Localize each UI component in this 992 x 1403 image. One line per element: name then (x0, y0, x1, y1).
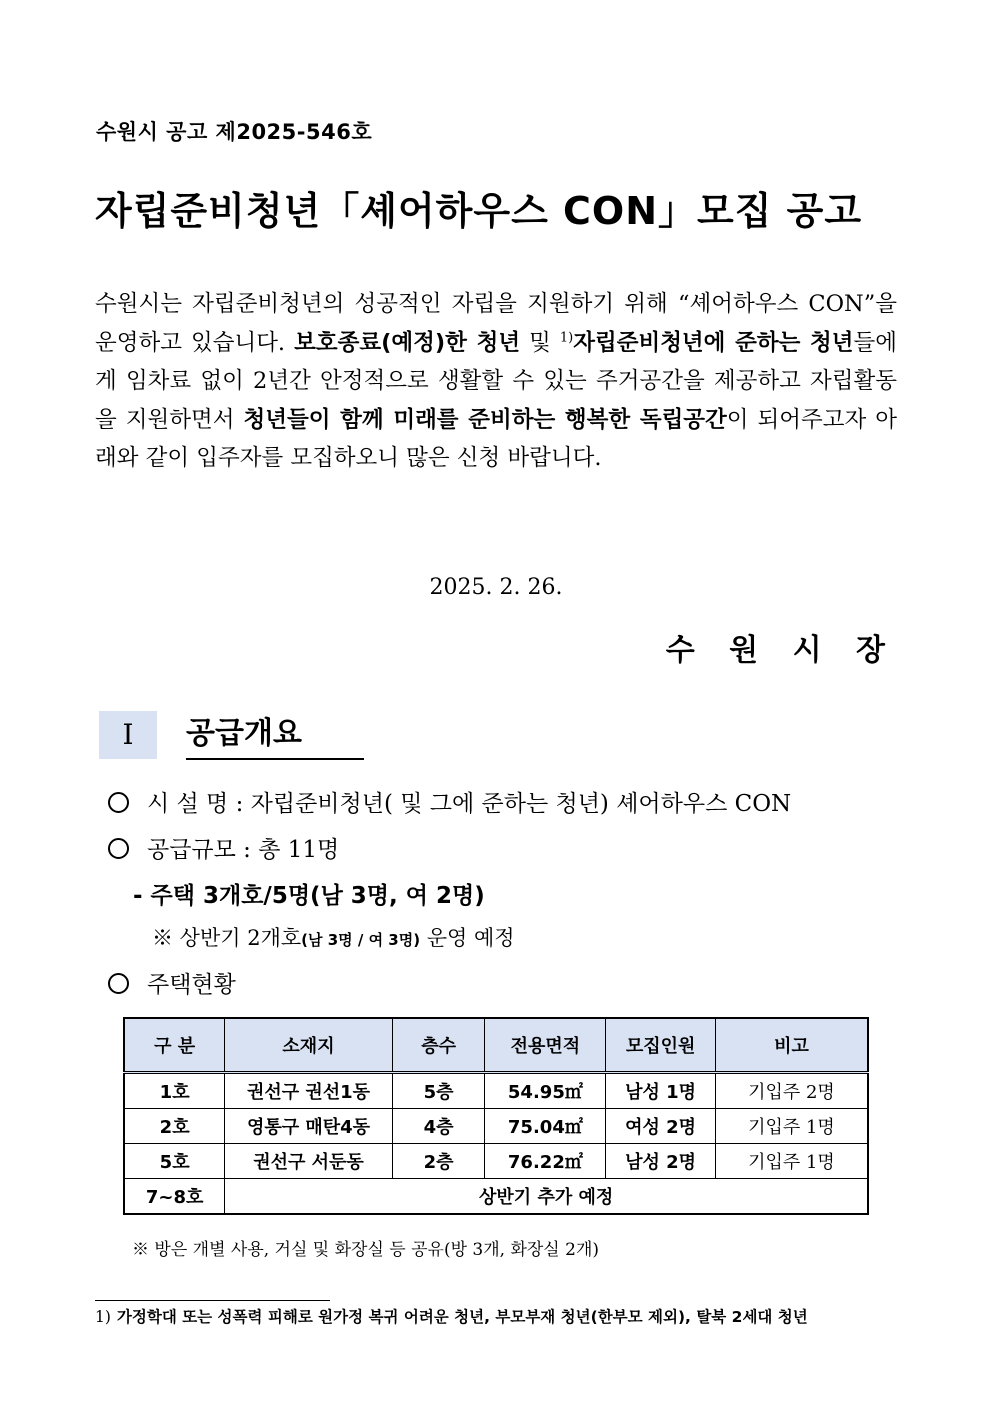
table-cell: 7~8호 (124, 1179, 225, 1215)
scale-detail: - 주택 3개호/5명(남 3명, 여 2명) (133, 883, 485, 909)
facility-text: 시 설 명 : 자립준비청년( 및 그에 준하는 청년) 셰어하우스 CON (147, 791, 792, 817)
footnote-text: 가정학대 또는 성폭력 피해로 원가정 복귀 어려운 청년, 부모부재 청년(한부모 제외), 탈북 2세대 청년 (116, 1308, 808, 1326)
intro-paragraph (95, 285, 897, 478)
scale-text: 공급규모 : 총 11명 (147, 837, 340, 863)
table-cell: 2호 (124, 1109, 225, 1144)
table-cell: 54.95㎡ (485, 1073, 606, 1109)
scale-item (108, 831, 339, 864)
footnote-divider (95, 1300, 330, 1301)
first-half-count: (남 3명 / 여 3명) (301, 931, 421, 949)
table-cell: 남성 2명 (606, 1144, 716, 1179)
table-cell: 여성 2명 (606, 1109, 716, 1144)
housing-status-item (108, 966, 236, 999)
footnote-ref: 1) (559, 330, 574, 345)
table-row (124, 1109, 868, 1144)
housing-table (123, 1017, 869, 1215)
table-cell: 기입주 2명 (715, 1073, 868, 1109)
table-cell: 남성 1명 (606, 1073, 716, 1109)
first-half-suffix: 운영 예정 (420, 926, 515, 950)
intro-text-3: 들에게 임차료 없이 2년간 안정적으로 생활할 수 있는 주거공간을 제공하고 자립활동을 지원하면서 (95, 329, 898, 433)
column-header: 전용면적 (485, 1018, 606, 1073)
intro-bold-3: 청년들이 함께 미래를 준비하는 행복한 독립공간 (243, 406, 727, 433)
column-header: 층수 (392, 1018, 485, 1073)
table-cell: 기입주 1명 (715, 1109, 868, 1144)
circle-bullet-icon (108, 973, 129, 994)
table-cell: 권선구 권선1동 (225, 1073, 392, 1109)
table-row (124, 1144, 868, 1179)
intro-bold-2: 자립준비청년에 준하는 청년 (573, 329, 854, 356)
first-half-note (152, 922, 515, 952)
housing-status-text: 주택현황 (147, 972, 236, 998)
facility-item (108, 785, 791, 818)
table-cell: 1호 (124, 1073, 225, 1109)
intro-bold-1: 보호종료(예정)한 청년 (294, 329, 521, 356)
intro-text-2: 및 (520, 329, 560, 356)
table-cell: 5호 (124, 1144, 225, 1179)
table-cell: 기입주 1명 (715, 1144, 868, 1179)
issuer: 수 원 시 장 (665, 633, 897, 668)
section-number: I (99, 711, 157, 759)
intro-text-4: 이 되어주고자 아래와 같이 입주자를 모집하오니 많은 신청 바랍니다. (95, 406, 897, 471)
notice-date: 2025. 2. 26. (429, 575, 563, 600)
table-cell: 5층 (392, 1073, 485, 1109)
section-title: 공급개요 (186, 710, 364, 760)
table-row (124, 1179, 868, 1215)
table-header-row (124, 1018, 868, 1073)
table-cell: 4층 (392, 1109, 485, 1144)
room-note: ※ 방은 개별 사용, 거실 및 화장실 등 공유(방 3개, 화장실 2개) (132, 1240, 600, 1260)
intro-text-1: 수원시는 자립준비청년의 성공적인 자립을 지원하기 위해 “셰어하우스 CON”을 운영하고 있습니다. (95, 291, 897, 356)
footnote-number: 1) (95, 1308, 111, 1326)
notice-number: 수원시 공고 제2025-546호 (96, 120, 373, 144)
table-cell: 영통구 매탄4동 (225, 1109, 392, 1144)
circle-bullet-icon (108, 792, 129, 813)
page-title: 자립준비청년「셰어하우스 CON」모집 공고 (95, 189, 863, 233)
column-header: 모집인원 (606, 1018, 716, 1073)
column-header: 비고 (715, 1018, 868, 1073)
column-header: 구 분 (124, 1018, 225, 1073)
table-cell: 권선구 서둔동 (225, 1144, 392, 1179)
table-row (124, 1073, 868, 1109)
table-cell: 상반기 추가 예정 (225, 1179, 868, 1215)
table-cell: 2층 (392, 1144, 485, 1179)
first-half-prefix: ※ 상반기 2개호 (152, 926, 302, 950)
footnote (95, 1305, 808, 1327)
circle-bullet-icon (108, 838, 129, 859)
table-cell: 75.04㎡ (485, 1109, 606, 1144)
table-cell: 76.22㎡ (485, 1144, 606, 1179)
column-header: 소재지 (225, 1018, 392, 1073)
